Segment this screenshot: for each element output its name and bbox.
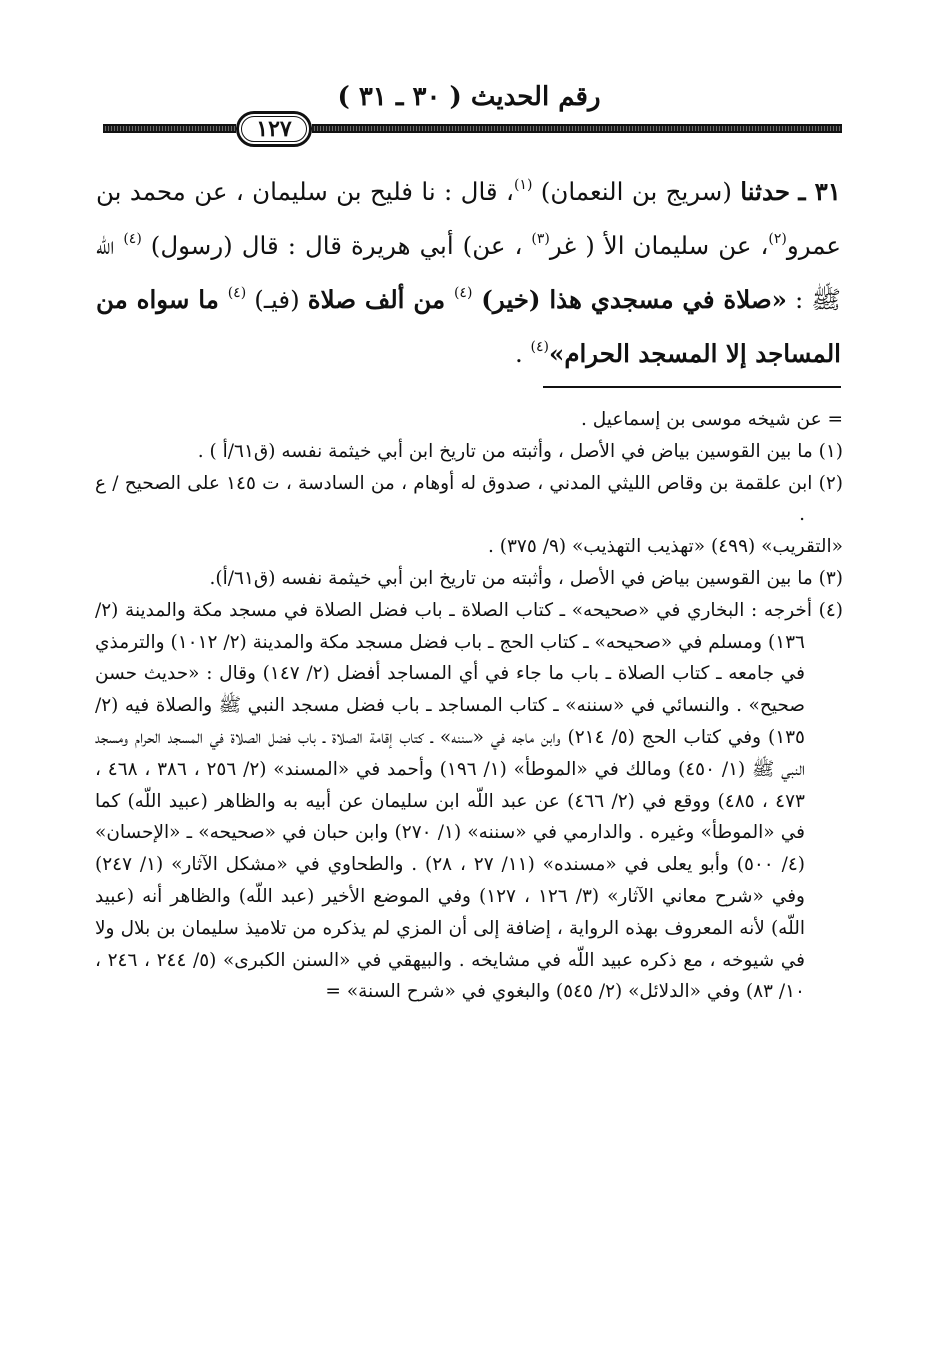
footnote-continues-mark: = bbox=[325, 981, 341, 1003]
hadith-number: ٣١ ـ bbox=[798, 177, 841, 206]
header-rule-left bbox=[103, 124, 236, 133]
narrator-3: محمد بن عمرو bbox=[96, 177, 841, 260]
footnote-2-sources: «التقريب» (٤٩٩) «تهذيب التهذيب» (٩/ ٣٧٥) . bbox=[488, 536, 843, 558]
narrator-4: ، عن سليمان الأ ( غر bbox=[549, 231, 769, 260]
prophet-mention: اللّه ﷺ : bbox=[96, 231, 841, 314]
header-title: رقم الحديث ( ٣٠ ـ ٣١ ) bbox=[337, 82, 601, 112]
note-ref-4c: (٤) bbox=[227, 285, 247, 301]
hadith-opening: حدثنا bbox=[740, 177, 790, 206]
matn-2: من ألف صلاة bbox=[307, 285, 454, 314]
narrator-2: ، قال : نا فليح بن سليمان ، عن bbox=[194, 177, 514, 206]
footnote-3: (٣) ما بين القوسين بياض في الأصل ، وأثبته من تاريخ ابن أبي خيثمة نفسه (ق٦١/أ). bbox=[209, 567, 843, 589]
footnote-4-text: (٤) أخرجه : البخاري في «صحيحه» ـ كتاب الصلاة ـ باب فضل الصلاة في مسجد مكة والمدينة (٢/ ١٣٦) ومسلم في «صحيحه» ـ كتاب الحج ـ باب فضل مسجد مكة والمدينة (٢/ ١٠١٢) والترمذي في جامعه ـ كتاب الصلاة ـ باب ما جاء في أي المساجد أفضل (٢/ ١٤٧) وقال : «حديث حسن صحيح» . والنسائي في «سننه» ـ كتاب المساجد ـ باب فضل مسجد النبي ﷺ والصلاة فيه (٢/ ١٣٥) وفي كتاب الحج (٥/ ٢١٤) وابن ماجه في «سننه» ـ كتاب إقامة الصلاة ـ باب فضل الصلاة في المسجد الحرام ومسجد النبي ﷺ (١/ ٤٥٠) ومالك في «الموطأ» (١/ ١٩٦) وأحمد في «المسند» (٢/ ٢٥٦ ، ٣٨٦ ، ٤٦٨ ، ٤٧٣ ، ٤٨٥) ووقع في (٢/ ٤٦٦) عن عبد اللّه ابن سليمان عن أبيه به والظاهر (عبيد اللّه) كما في «الموطأ» وغيره . والدارمي في «سننه» (١/ ٢٧٠) وابن حبان في «صحيحه» ـ «الإحسان» (٤/ ٥٠٠) وأبو يعلى في «مسنده» (١١/ ٢٧ ، ٢٨) . والطحاوي في «مشكل الآثار» (١/ ٢٤٧) وفي «شرح معاني الآثار» (٣/ ١٢٦ ، ١٢٧) وفي الموضع الأخير (عبد اللّه) والظاهر أنه (عبيد اللّه) لأنه المعروف بهذه الرواية ، إضافة إلى أن المزي لم يذكره من تلاميذ سليمان بن بلال ولا في شيوخه ، مع ذكره عبيد اللّه في مشايخه . والبيهقي في «السنن الكبرى» (٥/ ٢٤٤ ، ٢٤٦ ، ١٠/ ٨٣) وفي «الدلائل» (٢/ ٥٤٥) والبغوي في «شرح السنة» bbox=[95, 599, 843, 1003]
footnote-separator bbox=[543, 386, 841, 388]
note-ref-2: (٢) bbox=[768, 231, 787, 247]
matn-1: «صلاة في مسجدي هذا (خير) bbox=[472, 285, 787, 314]
header-rule-right bbox=[312, 124, 842, 133]
matn-end: . bbox=[514, 339, 531, 368]
page-number-badge: ١٢٧ bbox=[236, 111, 312, 147]
note-ref-4d: (٤) bbox=[530, 339, 549, 355]
footnote-2: (٢) ابن علقمة بن وقاص الليثي المدني ، صدوق له أوهام ، من السادسة ، ت ١٤٥ على الصحيح / ع . bbox=[95, 472, 843, 526]
note-ref-4b: (٤) bbox=[453, 285, 473, 301]
hadith-text bbox=[96, 165, 841, 381]
note-ref-3: (٣) bbox=[531, 231, 550, 247]
note-ref-4a: (٤) bbox=[123, 231, 142, 247]
narrator-1: (سريج بن النعمان) bbox=[532, 177, 741, 206]
footnotes bbox=[95, 404, 843, 1008]
footnote-4 bbox=[95, 595, 843, 1008]
isnad-end: (رسول) bbox=[141, 231, 233, 260]
matn-3-prefix: (فيـ) bbox=[246, 285, 300, 314]
footnote-continuation: = عن شيخه موسى بن إسماعيل . bbox=[581, 409, 843, 430]
matn-3: ما سواه من المساجد إلا المسجد الحرام» bbox=[96, 285, 841, 368]
note-ref-1: (١) bbox=[513, 177, 533, 193]
narrator-5: ، عن) أبي هريرة قال : قال bbox=[241, 231, 532, 260]
footnote-1: (١) ما بين القوسين بياض في الأصل ، وأثبته من تاريخ ابن أبي خيثمة نفسه (ق٦١/أ ) . bbox=[197, 440, 843, 462]
